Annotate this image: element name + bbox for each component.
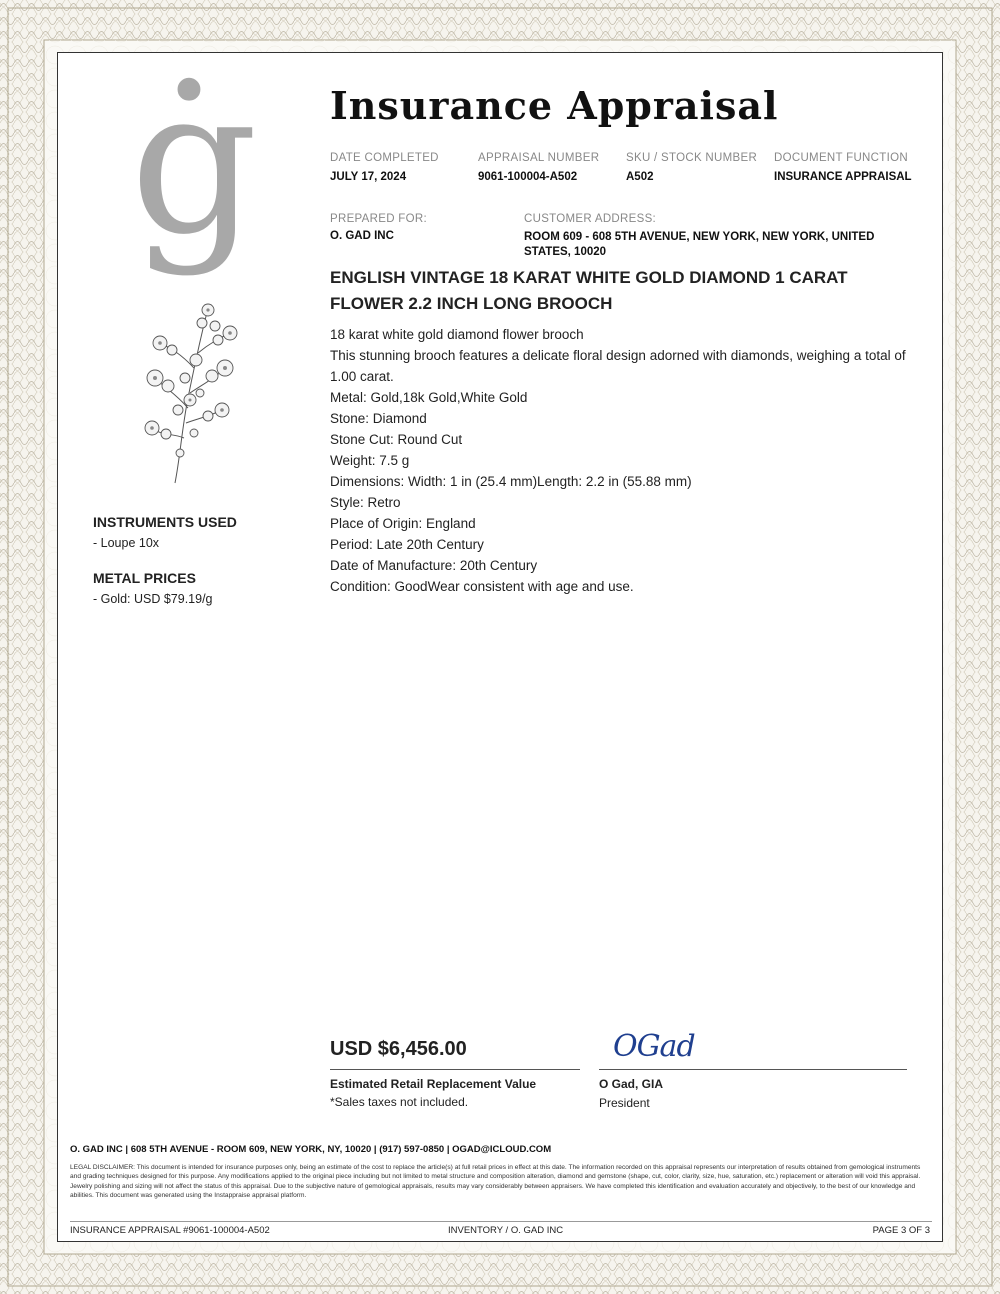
document-function-value: INSURANCE APPRAISAL [774, 171, 912, 183]
valuation-label: Estimated Retail Replacement Value [330, 1077, 537, 1091]
instrument-item: - Loupe 10x [93, 536, 160, 550]
footer-rule [70, 1221, 932, 1222]
prepared-for-label: PREPARED FOR: [330, 213, 427, 225]
description-line: Condition: GoodWear consistent with age and use. [330, 579, 634, 594]
valuation-note: *Sales taxes not included. [330, 1095, 469, 1109]
footer-right: PAGE 3 OF 3 [872, 1225, 930, 1236]
sku-label: SKU / STOCK NUMBER [626, 152, 758, 164]
description-line: Stone: Diamond [330, 411, 427, 426]
company-logo: ġ [130, 46, 259, 279]
description-line: 18 karat white gold diamond flower brooch [330, 327, 584, 342]
signer-role: President [599, 1096, 650, 1110]
description-line: Date of Manufacture: 20th Century [330, 558, 538, 573]
document-title: Insurance Appraisal [330, 83, 779, 128]
description-line: Weight: 7.5 g [330, 453, 410, 468]
appraisal-page [57, 46, 943, 1242]
description-line: Place of Origin: England [330, 516, 476, 531]
sku-value: A502 [626, 171, 654, 183]
footer-left: INSURANCE APPRAISAL #9061-100004-A502 [70, 1225, 270, 1236]
appraisal-number-value: 9061-100004-A502 [478, 171, 578, 183]
date-completed-value: JULY 17, 2024 [330, 171, 407, 183]
description-line: Stone Cut: Round Cut [330, 432, 463, 447]
signature: OGad [613, 1029, 695, 1064]
legal-disclaimer: LEGAL DISCLAIMER: This document is intended for insurance purposes only, being an estimate of the cost to replace the article(s) at full retail prices in effect at this date. The information recorded on this appraisal represents our interpretation of results obtained from gemological instruments and grading techniques designed for this purpose. Any modifications applied to the original piece including but not limited to metal structure and composition alteration, diamond and gemstone (shape, cut, color, clarity, size, hue, saturation, etc.) replacement or alteration will void this appraisal. Jewelry polishing and sizing will not affect the status of this appraisal. Due to the subjective nature of gemological appraisals, results may vary considerably between appraisers. We have completed this identification and evaluation accurately and objectively, to the best of our knowledge and abilities. This document was generated using the Instappraise appraisal platform. [70, 1164, 921, 1200]
item-heading: ENGLISH VINTAGE 18 KARAT WHITE GOLD DIAMOND 1 CARAT FLOWER 2.2 INCH LONG BROOCH [330, 268, 848, 313]
signer-name: O Gad, GIA [599, 1077, 664, 1091]
footer-center: INVENTORY / O. GAD INC [448, 1225, 564, 1236]
prepared-for-value: O. GAD INC [330, 230, 394, 242]
valuation-amount: USD $6,456.00 [330, 1038, 467, 1060]
instruments-heading: INSTRUMENTS USED [93, 514, 237, 530]
customer-address-value: ROOM 609 - 608 5TH AVENUE, NEW YORK, NEW YORK, UNITED STATES, 10020 [524, 231, 875, 258]
description-line: Dimensions: Width: 1 in (25.4 mm)Length: 2.2 in (55.88 mm) [330, 474, 692, 489]
metal-price-item: - Gold: USD $79.19/g [93, 592, 213, 606]
description-line: This stunning brooch features a delicate floral design adorned with diamonds, weighing a total of 1.00 carat. [330, 348, 906, 384]
customer-address-label: CUSTOMER ADDRESS: [524, 213, 657, 225]
brooch-image [130, 298, 250, 488]
date-completed-label: DATE COMPLETED [330, 152, 439, 164]
description-line: Metal: Gold,18k Gold,White Gold [330, 390, 528, 405]
signature-rule [599, 1069, 907, 1070]
description-line: Style: Retro [330, 495, 401, 510]
description-line: Period: Late 20th Century [330, 537, 484, 552]
item-description [330, 324, 930, 597]
document-function-label: DOCUMENT FUNCTION [774, 152, 908, 164]
valuation-rule [330, 1069, 580, 1070]
metal-prices-heading: METAL PRICES [93, 570, 196, 586]
appraisal-number-label: APPRAISAL NUMBER [478, 152, 600, 164]
footer-address: O. GAD INC | 608 5TH AVENUE - ROOM 609, NEW YORK, NY, 10020 | (917) 597-0850 | OGAD@ICLOUD.COM [70, 1144, 552, 1155]
